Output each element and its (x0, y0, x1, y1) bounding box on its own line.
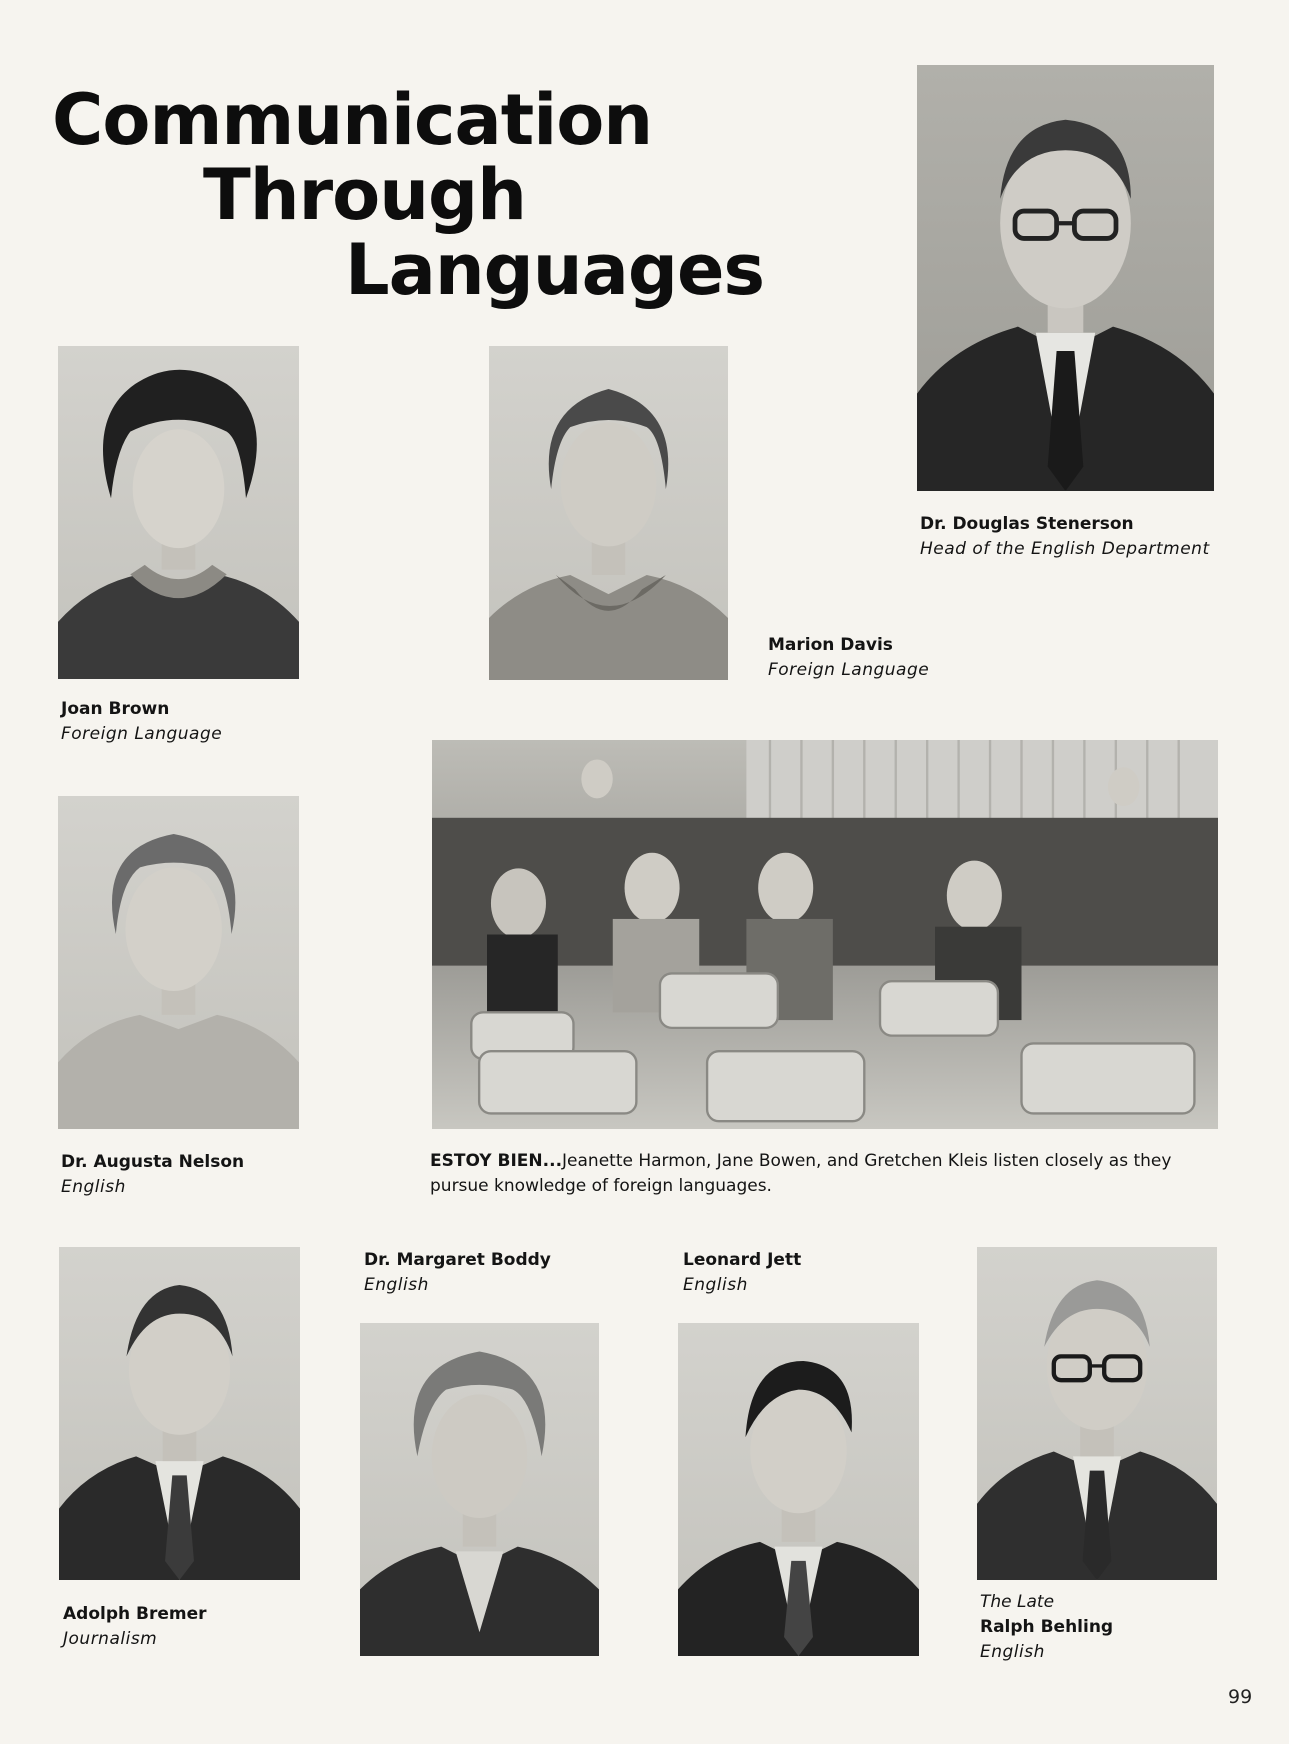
language-lab-caption (430, 1149, 1230, 1199)
page-number: 99 (1228, 1686, 1253, 1708)
caption-bremer (63, 1602, 207, 1652)
prefix-behling: The Late (980, 1592, 1055, 1612)
role-davis: Foreign Language (768, 660, 930, 680)
portrait-nelson (58, 796, 299, 1129)
caption-davis (768, 633, 929, 683)
role-brown: Foreign Language (61, 724, 223, 744)
name-behling: Ralph Behling (980, 1617, 1114, 1637)
caption-boddy (364, 1248, 551, 1298)
caption-jett (683, 1248, 801, 1298)
name-nelson: Dr. Augusta Nelson (61, 1152, 245, 1172)
title-line-3: Languages (345, 229, 765, 311)
caption-nelson (61, 1150, 244, 1200)
lab-caption-text: Jeanette Harmon, Jane Bowen, and Gretchen Kleis listen closely as they pursue knowledge of foreign languages. (430, 1151, 1172, 1196)
name-davis: Marion Davis (768, 635, 893, 655)
role-jett: English (683, 1275, 748, 1295)
caption-brown (61, 697, 222, 747)
role-nelson: English (61, 1177, 126, 1197)
portrait-bremer (59, 1247, 300, 1580)
name-brown: Joan Brown (61, 699, 170, 719)
name-stenerson: Dr. Douglas Stenerson (920, 514, 1134, 534)
role-bremer: Journalism (63, 1629, 158, 1649)
portrait-davis (489, 346, 728, 680)
name-jett: Leonard Jett (683, 1250, 802, 1270)
portrait-brown (58, 346, 299, 679)
lab-caption-lead: ESTOY BIEN... (430, 1151, 563, 1171)
portrait-stenerson (917, 65, 1214, 491)
language-lab-photo (432, 740, 1218, 1129)
role-behling: English (980, 1642, 1045, 1662)
title-line-1: Communication (52, 79, 653, 161)
title-line-2: Through (203, 154, 526, 236)
role-stenerson: Head of the English Department (920, 539, 1210, 559)
caption-behling (980, 1590, 1113, 1665)
portrait-boddy (360, 1323, 599, 1656)
name-boddy: Dr. Margaret Boddy (364, 1250, 551, 1270)
role-boddy: English (364, 1275, 429, 1295)
portrait-behling (977, 1247, 1217, 1580)
name-bremer: Adolph Bremer (63, 1604, 207, 1624)
caption-stenerson (920, 512, 1210, 562)
portrait-jett (678, 1323, 919, 1656)
